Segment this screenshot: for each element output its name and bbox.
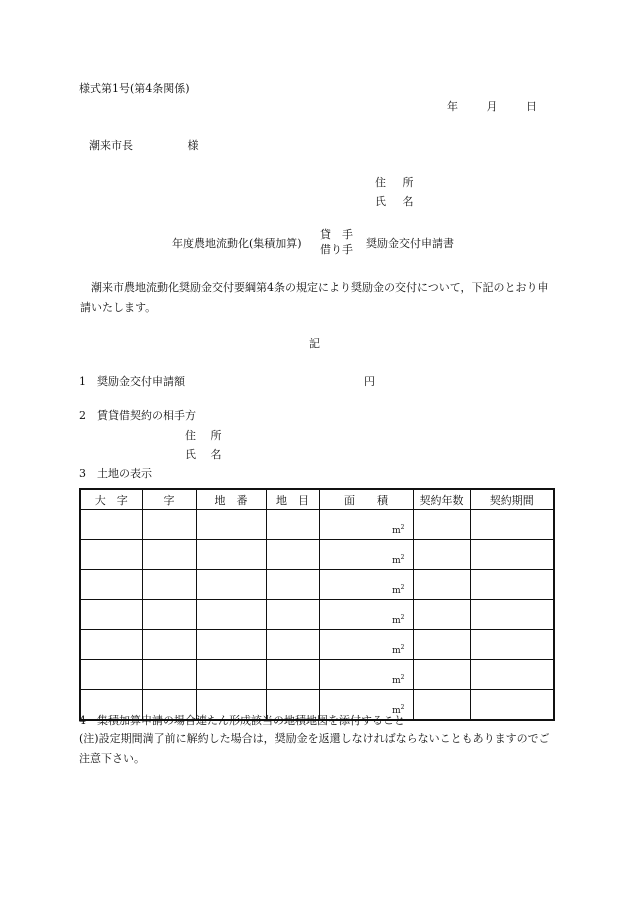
table-cell <box>470 540 554 570</box>
table-row <box>80 510 554 540</box>
table-cell <box>266 630 319 660</box>
table-cell <box>80 660 142 690</box>
table-cell <box>142 570 196 600</box>
item2-name-label <box>185 446 222 462</box>
area-unit-exponent: 2 <box>400 644 405 651</box>
table-cell <box>470 510 554 540</box>
table-cell <box>80 540 142 570</box>
option-lender: 貸 手 <box>320 228 353 241</box>
applicant-name-label <box>375 193 414 209</box>
land-table-body <box>80 510 554 721</box>
area-cell <box>319 660 413 690</box>
applicant-name-char1: 氏 <box>375 195 386 208</box>
area-cell <box>319 510 413 540</box>
table-cell <box>413 570 470 600</box>
area-unit: m <box>392 646 401 656</box>
table-cell <box>80 510 142 540</box>
header-chimoku: 地 目 <box>266 489 319 510</box>
item2-label: 2 賃貸借契約の相手方 <box>79 409 196 422</box>
item1-label: 1 奨励金交付申請額 <box>79 375 185 388</box>
form-number: 様式第1号(第4条関係) <box>79 82 190 95</box>
area-unit: m <box>392 676 401 686</box>
table-cell <box>196 630 266 660</box>
table-cell <box>266 570 319 600</box>
table-row <box>80 630 554 660</box>
table-cell <box>266 510 319 540</box>
item1-unit: 円 <box>364 375 375 388</box>
date-year: 年 <box>447 100 458 113</box>
header-aza: 字 <box>142 489 196 510</box>
table-cell <box>470 660 554 690</box>
header-menseki: 面 積 <box>319 489 413 510</box>
header-contract-years: 契約年数 <box>413 489 470 510</box>
table-cell <box>470 690 554 721</box>
table-cell <box>142 660 196 690</box>
area-unit-exponent: 2 <box>400 704 405 711</box>
land-table <box>79 488 555 721</box>
addressee <box>89 137 199 153</box>
area-unit-exponent: 2 <box>400 584 405 591</box>
applicant-address-char2: 所 <box>402 176 414 189</box>
table-row <box>80 540 554 570</box>
item2-address-label <box>185 427 222 443</box>
applicant-address-label <box>375 174 414 190</box>
area-unit: m <box>392 706 401 716</box>
area-unit: m <box>392 556 401 566</box>
table-cell <box>142 540 196 570</box>
addressee-honorific: 様 <box>187 139 199 152</box>
date-day: 日 <box>526 100 537 113</box>
form-title-suffix: 奨励金交付申請書 <box>366 237 454 250</box>
item2-name-char2: 名 <box>210 448 222 461</box>
item4-label: 4 集積加算申請の場合連たん形成該当の地積地図を添付すること <box>79 714 405 727</box>
table-cell <box>196 660 266 690</box>
table-cell <box>196 600 266 630</box>
table-cell <box>196 540 266 570</box>
area-cell <box>319 540 413 570</box>
table-cell <box>142 630 196 660</box>
area-unit-exponent: 2 <box>400 614 405 621</box>
item2-address-char1: 住 <box>185 429 196 442</box>
table-cell <box>80 570 142 600</box>
table-row <box>80 570 554 600</box>
table-row <box>80 600 554 630</box>
table-cell <box>470 570 554 600</box>
item2-name-char1: 氏 <box>185 448 196 461</box>
header-oaza: 大 字 <box>80 489 142 510</box>
table-row <box>80 660 554 690</box>
table-cell <box>80 630 142 660</box>
area-unit-exponent: 2 <box>400 554 405 561</box>
table-cell <box>413 660 470 690</box>
item2-address-char2: 所 <box>210 429 222 442</box>
area-unit: m <box>392 616 401 626</box>
applicant-address-char1: 住 <box>375 176 386 189</box>
note-text: (注)設定期間満了前に解約した場合は，奨励金を返還しなければならないこともありますのでご注意下さい。 <box>79 732 550 765</box>
option-borrower: 借り手 <box>320 243 353 256</box>
date-line <box>447 98 537 114</box>
addressee-name: 潮来市長 <box>89 139 133 152</box>
table-cell <box>413 690 470 721</box>
table-cell <box>196 510 266 540</box>
area-cell <box>319 600 413 630</box>
table-header-row <box>80 489 554 510</box>
table-cell <box>142 600 196 630</box>
form-title-prefix: 年度農地流動化(集積加算) <box>172 237 302 250</box>
area-unit: m <box>392 586 401 596</box>
table-cell <box>413 630 470 660</box>
table-cell <box>470 630 554 660</box>
area-unit-exponent: 2 <box>400 524 405 531</box>
area-cell <box>319 630 413 660</box>
table-cell <box>266 540 319 570</box>
table-cell <box>142 510 196 540</box>
table-cell <box>413 600 470 630</box>
table-cell <box>413 510 470 540</box>
table-cell <box>266 600 319 630</box>
ki-heading: 記 <box>309 337 320 350</box>
form-title-options <box>320 227 353 257</box>
header-chiban: 地 番 <box>196 489 266 510</box>
table-cell <box>80 600 142 630</box>
body-text: 潮来市農地流動化奨励金交付要綱第4条の規定により奨励金の交付について，下記のとおり申請いたします。 <box>80 281 549 314</box>
area-unit-exponent: 2 <box>400 674 405 681</box>
table-cell <box>196 570 266 600</box>
applicant-name-char2: 名 <box>402 195 414 208</box>
table-cell <box>266 660 319 690</box>
date-month: 月 <box>486 100 498 113</box>
area-cell <box>319 570 413 600</box>
item3-label: 3 土地の表示 <box>79 467 152 480</box>
table-cell <box>470 600 554 630</box>
header-contract-period: 契約期間 <box>470 489 554 510</box>
area-unit: m <box>392 526 401 536</box>
table-cell <box>413 540 470 570</box>
